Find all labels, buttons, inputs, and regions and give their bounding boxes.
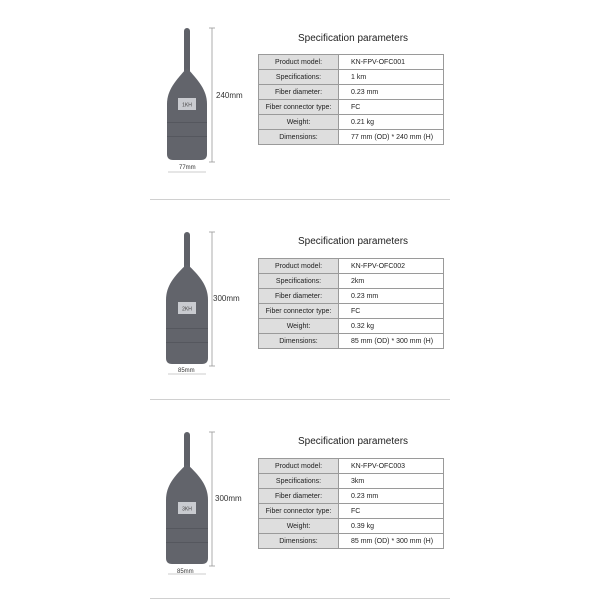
table-row xyxy=(259,334,444,349)
width-label: 85mm xyxy=(178,368,195,374)
spec-key: Dimensions: xyxy=(259,334,339,349)
fiber-spool-icon xyxy=(158,24,218,174)
spec-key: Fiber connector type: xyxy=(259,100,339,115)
table-row xyxy=(259,489,444,504)
spec-key: Product model: xyxy=(259,259,339,274)
fiber-spool-icon xyxy=(158,228,218,378)
table-row xyxy=(259,115,444,130)
spec-table-3 xyxy=(258,458,444,549)
spec-key: Specifications: xyxy=(259,274,339,289)
spec-value: 85 mm (OD) * 300 mm (H) xyxy=(339,334,444,349)
product-image-3 xyxy=(158,428,218,578)
table-row xyxy=(259,319,444,334)
spec-key: Weight: xyxy=(259,319,339,334)
spec-title: Specification parameters xyxy=(297,236,409,247)
product-image-1 xyxy=(158,24,218,174)
spec-key: Weight: xyxy=(259,115,339,130)
spec-key: Dimensions: xyxy=(259,534,339,549)
table-row xyxy=(259,55,444,70)
width-label: 77mm xyxy=(179,165,196,171)
spec-value: FC xyxy=(339,504,444,519)
spec-value: KN-FPV-OFC003 xyxy=(339,459,444,474)
height-label: 300mm xyxy=(213,294,240,303)
section-divider xyxy=(150,598,450,599)
spool-badge: 1KH xyxy=(182,102,192,109)
spec-table-2 xyxy=(258,258,444,349)
product-section-3 xyxy=(0,400,600,600)
spool-badge: 2KH xyxy=(182,306,192,313)
table-row xyxy=(259,474,444,489)
spec-value: 0.23 mm xyxy=(339,289,444,304)
product-section-2 xyxy=(0,200,600,400)
height-label: 240mm xyxy=(216,91,243,100)
spec-value: FC xyxy=(339,100,444,115)
table-row xyxy=(259,274,444,289)
table-row xyxy=(259,519,444,534)
spool-badge: 3KH xyxy=(182,506,192,513)
spec-value: 0.23 mm xyxy=(339,489,444,504)
height-label: 300mm xyxy=(215,494,242,503)
table-row xyxy=(259,130,444,145)
product-section-1 xyxy=(0,0,600,200)
table-row xyxy=(259,289,444,304)
spec-key: Specifications: xyxy=(259,474,339,489)
spec-value: 85 mm (OD) * 300 mm (H) xyxy=(339,534,444,549)
spec-key: Product model: xyxy=(259,459,339,474)
spec-value: 0.23 mm xyxy=(339,85,444,100)
spec-value: KN-FPV-OFC002 xyxy=(339,259,444,274)
spec-table-1 xyxy=(258,54,444,145)
spec-value: FC xyxy=(339,304,444,319)
spec-value: 1 km xyxy=(339,70,444,85)
spec-key: Fiber connector type: xyxy=(259,504,339,519)
spec-key: Dimensions: xyxy=(259,130,339,145)
product-image-2 xyxy=(158,228,218,378)
table-row xyxy=(259,70,444,85)
table-row xyxy=(259,304,444,319)
table-row xyxy=(259,259,444,274)
table-row xyxy=(259,85,444,100)
spec-key: Weight: xyxy=(259,519,339,534)
spec-value: 3km xyxy=(339,474,444,489)
spec-title: Specification parameters xyxy=(297,33,409,44)
spec-key: Specifications: xyxy=(259,70,339,85)
table-row xyxy=(259,534,444,549)
fiber-spool-icon xyxy=(158,428,218,578)
spec-key: Fiber diameter: xyxy=(259,85,339,100)
spec-title: Specification parameters xyxy=(297,436,409,447)
spec-key: Fiber diameter: xyxy=(259,489,339,504)
spec-value: KN-FPV-OFC001 xyxy=(339,55,444,70)
spec-key: Fiber diameter: xyxy=(259,289,339,304)
width-label: 85mm xyxy=(177,569,194,575)
table-row xyxy=(259,504,444,519)
table-row xyxy=(259,100,444,115)
spec-value: 0.39 kg xyxy=(339,519,444,534)
spec-value: 77 mm (OD) * 240 mm (H) xyxy=(339,130,444,145)
spec-value: 2km xyxy=(339,274,444,289)
spec-value: 0.21 kg xyxy=(339,115,444,130)
spec-key: Fiber connector type: xyxy=(259,304,339,319)
spec-value: 0.32 kg xyxy=(339,319,444,334)
spec-key: Product model: xyxy=(259,55,339,70)
table-row xyxy=(259,459,444,474)
